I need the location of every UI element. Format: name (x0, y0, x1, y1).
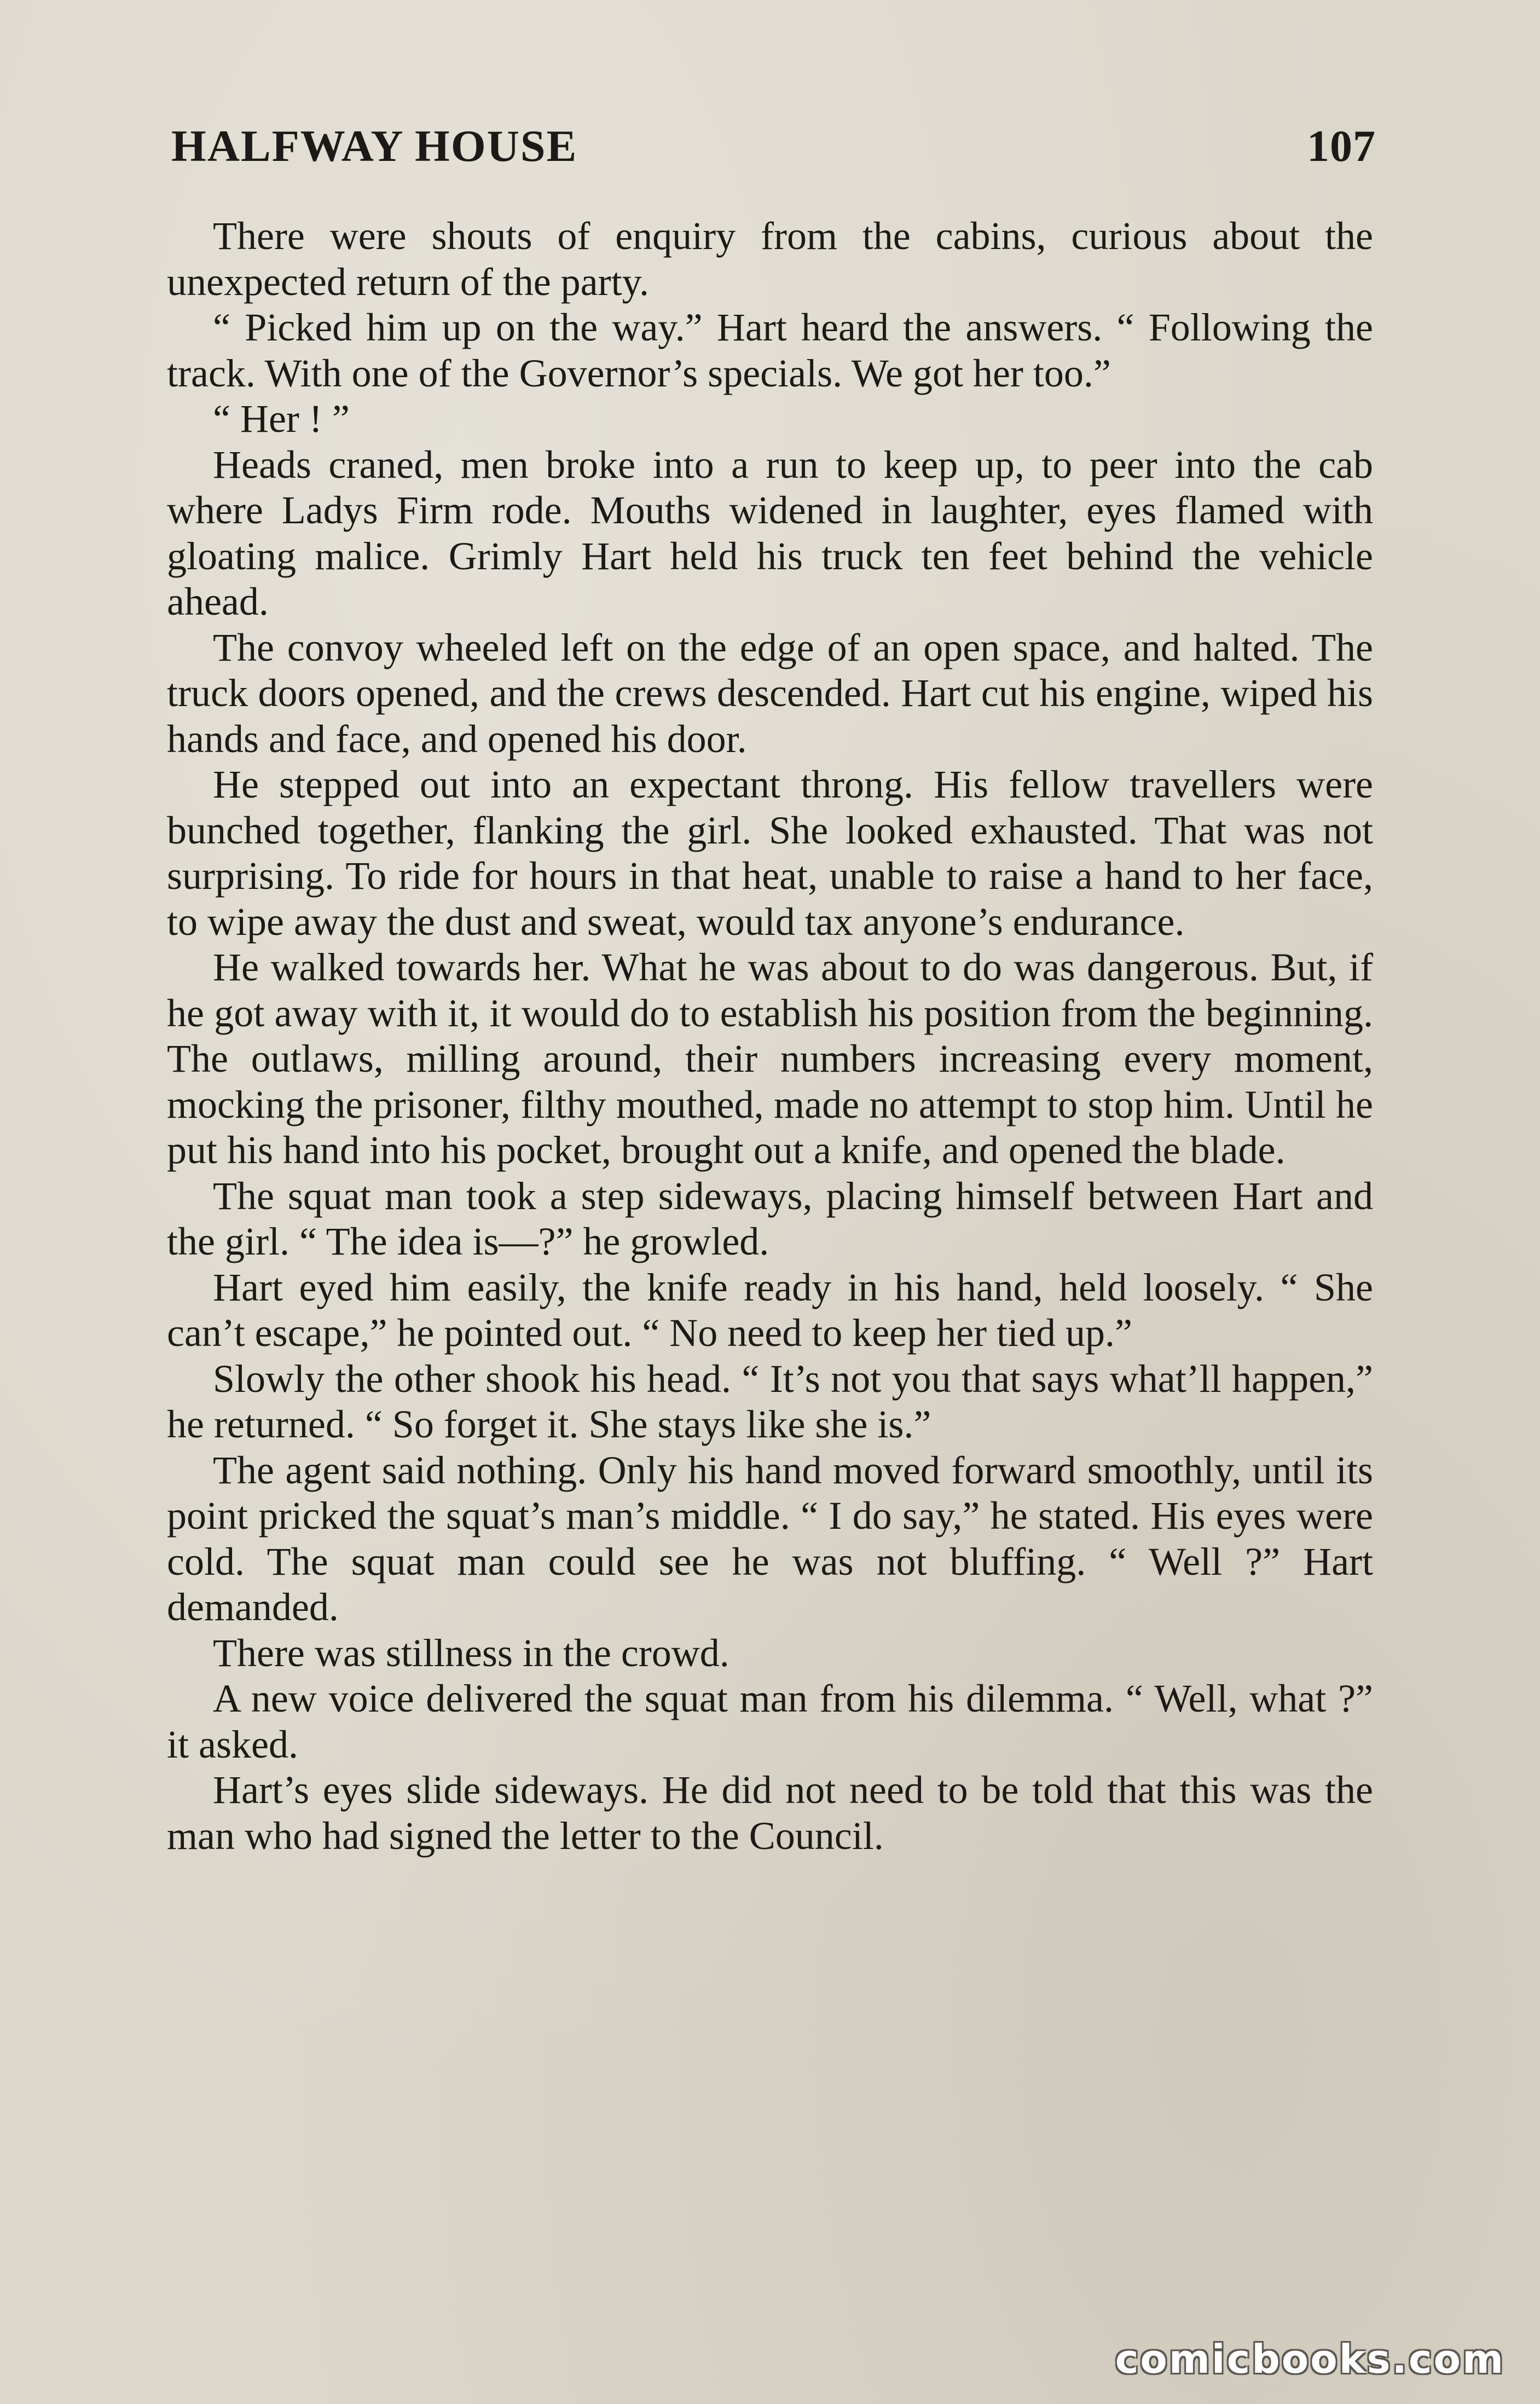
paragraph: Heads craned, men broke into a run to keep up, to peer into the cab where Ladys Firm rode. Mouths widened in laughter, eyes flamed with gloating malice. Grimly Hart held his truck ten feet behind the vehicle ahead. (167, 442, 1373, 623)
paragraph: A new voice delivered the squat man from his dilemma. “ Well, what ?” it asked. (167, 1677, 1373, 1766)
paragraph: Slowly the other shook his head. “ It’s not you that says what’ll happen,” he returned. “ So forget it. She stays like she is.” (167, 1356, 1373, 1446)
paragraph: The convoy wheeled left on the edge of an open space, and halted. The truck doors opened, and the crews descended. Hart cut his engine, wiped his hands and face, and opened his door. (167, 625, 1373, 761)
site-watermark: comicbooks.com (1115, 2336, 1505, 2382)
paragraph: The agent said nothing. Only his hand moved forward smoothly, until its point pricked the squat’s man’s middle. “ I do say,” he stated. His eyes were cold. The squat man could see he was not bluffing. “ Well ?” Hart demanded. (167, 1448, 1373, 1629)
running-title: HALFWAY HOUSE (171, 121, 578, 171)
running-head (171, 120, 1376, 181)
paragraph: Hart eyed him easily, the knife ready in his hand, held loosely. “ She can’t escape,” he pointed out. “ No need to keep her tied up.” (167, 1265, 1373, 1355)
paragraph: “ Picked him up on the way.” Hart heard the answers. “ Following the track. With one of the Governor’s specials. We got her too.” (167, 305, 1373, 395)
paragraph: Hart’s eyes slide sideways. He did not need to be told that this was the man who had signed the letter to the Council. (167, 1768, 1373, 1858)
page-number: 107 (1307, 121, 1376, 171)
paragraph: He stepped out into an expectant throng. His fellow travellers were bunched together, flanking the girl. She looked exhausted. That was not surprising. To ride for hours in that heat, unable to raise a hand to her face, to wipe away the dust and sweat, would tax anyone’s endurance. (167, 762, 1373, 944)
paragraph: There were shouts of enquiry from the cabins, curious about the unexpected return of the party. (167, 214, 1373, 304)
paragraph: The squat man took a step sideways, placing himself between Hart and the girl. “ The idea is—?” he growled. (167, 1174, 1373, 1263)
paragraph: “ Her ! ” (213, 397, 350, 441)
body-text (167, 213, 1373, 1859)
paragraph: There was stillness in the crowd. (213, 1631, 730, 1675)
paragraph: He walked towards her. What he was about to do was dangerous. But, if he got away with it, it would do to establish his position from the beginning. The outlaws, milling around, their numbers increasing every moment, mocking the prisoner, filthy mouthed, made no attempt to stop him. Until he put his hand into his pocket, brought out a knife, and opened the blade. (167, 945, 1373, 1172)
